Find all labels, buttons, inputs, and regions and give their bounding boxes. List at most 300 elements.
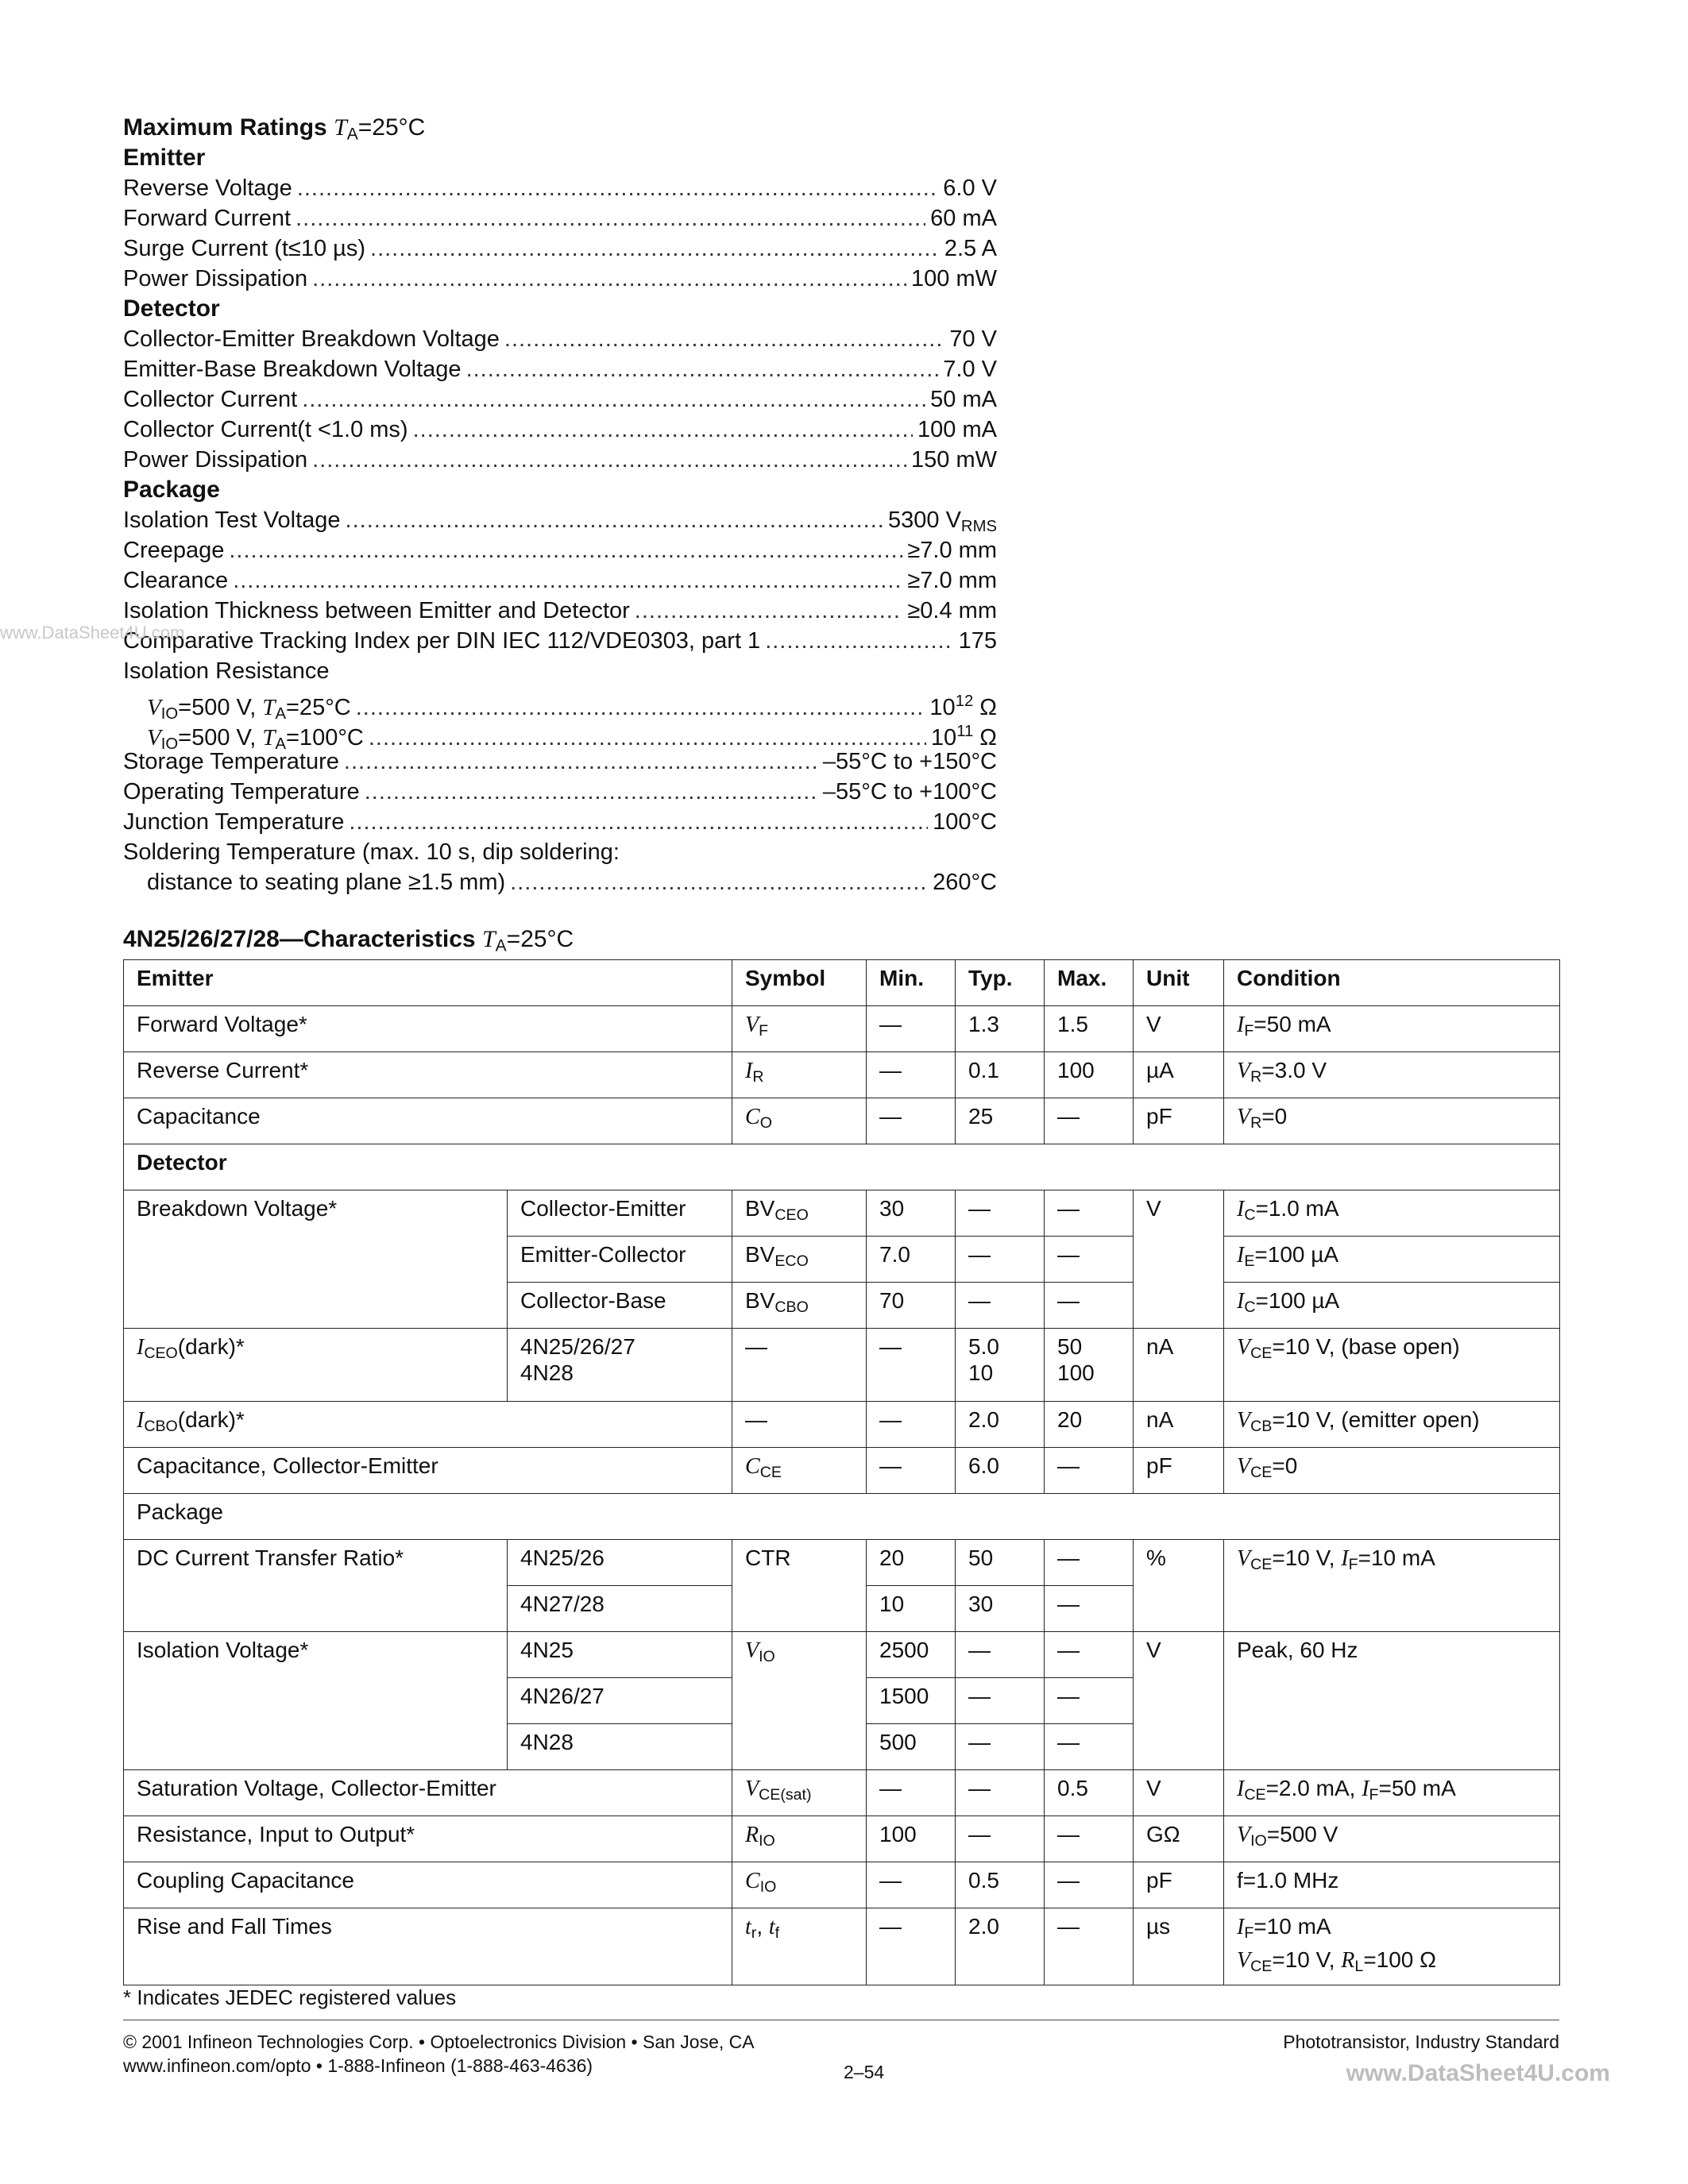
- sym-sub: CEO: [774, 1206, 809, 1224]
- cell-max: —: [1045, 1678, 1134, 1724]
- cell-max: —: [1045, 1724, 1134, 1770]
- cell-subparam: Emitter-Collector: [508, 1237, 732, 1283]
- cell-min: 70: [867, 1283, 956, 1329]
- rating-label: Reverse Voltage: [123, 176, 292, 201]
- table-row: [124, 1816, 1560, 1862]
- sym: V: [1237, 1546, 1251, 1571]
- sym: t: [745, 1915, 751, 1939]
- cell-subparam: 4N28: [508, 1724, 732, 1770]
- sym-sub: IO: [759, 1877, 777, 1896]
- rating-value: 150 mW: [911, 447, 997, 473]
- rating-row: [123, 415, 997, 445]
- cell-min: —: [867, 1006, 956, 1052]
- exponent: 12: [955, 693, 974, 710]
- sym: I: [1362, 1777, 1369, 1801]
- text: =500 V,: [178, 725, 263, 751]
- cond-text: =0: [1272, 1453, 1298, 1478]
- sym-sub: f: [774, 1924, 780, 1942]
- cell-unit: pF: [1134, 1862, 1224, 1908]
- rating-label: Isolation Test Voltage: [123, 507, 341, 533]
- cell-unit: V: [1134, 1006, 1224, 1052]
- ratings-title-text: Maximum Ratings: [123, 114, 327, 141]
- cell-typ: 2.0: [956, 1402, 1045, 1448]
- sym-sub: IO: [160, 735, 179, 754]
- sym-sub: L: [1354, 1957, 1364, 1975]
- cell-max: —: [1045, 1098, 1134, 1144]
- table-row: [124, 1052, 1560, 1098]
- col-header: Unit: [1134, 960, 1224, 1006]
- sym-sub: A: [275, 735, 286, 754]
- section-package: Package: [124, 1494, 1560, 1540]
- cond-text: =50 mA: [1253, 1012, 1331, 1036]
- sym: V: [147, 725, 161, 751]
- sym: I: [137, 1335, 145, 1360]
- sym-sub: E: [1244, 1252, 1255, 1270]
- sym: t: [768, 1915, 775, 1939]
- rating-value: 2.5 A: [944, 236, 997, 261]
- cond-text: =10 V,: [1272, 1545, 1342, 1570]
- sym-sub: CE: [759, 1463, 782, 1481]
- package-heading: Package: [123, 477, 220, 503]
- footer-left: [123, 2030, 755, 2078]
- isolation-test-value: 5300 V: [888, 507, 961, 533]
- cell-min: 10: [867, 1586, 956, 1632]
- sym: V: [745, 1638, 759, 1663]
- cell-min: —: [867, 1770, 956, 1816]
- copyright-line: © 2001 Infineon Technologies Corp. • Optoelectronics Division • San Jose, CA: [123, 2032, 755, 2052]
- sym: I: [1237, 1777, 1245, 1801]
- characteristics-table: [123, 959, 1560, 1985]
- cond-text: =10 V,: [1272, 1947, 1342, 1972]
- cell-typ: —: [956, 1632, 1045, 1678]
- rating-value: 60 mA: [930, 206, 997, 231]
- cell-typ: —: [956, 1678, 1045, 1724]
- rating-row: [123, 747, 997, 777]
- sym-sub: CE: [1250, 1957, 1273, 1975]
- table-row: [124, 1402, 1560, 1448]
- sym: V: [1237, 1105, 1251, 1129]
- unit: Ω: [973, 725, 997, 751]
- cell-symbol: [732, 1862, 867, 1908]
- max-line: 50: [1057, 1334, 1083, 1359]
- max-line: 100: [1057, 1360, 1095, 1385]
- rating-label: Isolation Thickness between Emitter and Detector: [123, 598, 630, 623]
- rating-value: –55°C to +100°C: [822, 779, 997, 805]
- cell-typ: 0.5: [956, 1862, 1045, 1908]
- cell-typ: 6.0: [956, 1448, 1045, 1494]
- cell-cond: [1224, 1816, 1560, 1862]
- sym-sub: F: [759, 1021, 769, 1040]
- cell-symbol: [732, 1448, 867, 1494]
- isolation-resistance-label: Isolation Resistance: [123, 658, 330, 684]
- cell-typ: —: [956, 1724, 1045, 1770]
- cell-max: —: [1045, 1816, 1134, 1862]
- rating-value: 7.0 V: [943, 357, 997, 382]
- maximum-ratings-section: [123, 113, 997, 897]
- sym: I: [1237, 1243, 1245, 1268]
- cell-cond: [1224, 1006, 1560, 1052]
- cell-subparam: 4N25: [508, 1632, 732, 1678]
- characteristics-title: [123, 926, 574, 955]
- cell-min: —: [867, 1908, 956, 1985]
- characteristics-title-text: 4N25/26/27/28—Characteristics: [123, 926, 476, 952]
- rating-label: Emitter-Base Breakdown Voltage: [123, 357, 462, 382]
- rating-label: Operating Temperature: [123, 779, 360, 805]
- cell-min: 7.0: [867, 1237, 956, 1283]
- rating-label: Storage Temperature: [123, 749, 339, 774]
- col-header: Max.: [1045, 960, 1134, 1006]
- cell-unit: pF: [1134, 1448, 1224, 1494]
- cell-cond: [1224, 1283, 1560, 1329]
- table-row: [124, 1190, 1560, 1237]
- cell-cond: [1224, 1190, 1560, 1237]
- cond-text: =50 mA: [1378, 1776, 1456, 1800]
- base: 10: [929, 695, 956, 721]
- table-row: [124, 1540, 1560, 1586]
- cell-unit: V: [1134, 1190, 1224, 1329]
- cell-min: 2500: [867, 1632, 956, 1678]
- col-header: Emitter: [124, 960, 732, 1006]
- cell-cond: f=1.0 MHz: [1224, 1862, 1560, 1908]
- sym-sub: R: [752, 1067, 764, 1086]
- contact-line: www.infineon.com/opto • 1-888-Infineon (1-888-463-4636): [123, 2055, 593, 2076]
- cell-unit: pF: [1134, 1098, 1224, 1144]
- cell-cond: [1224, 1448, 1560, 1494]
- sym: T: [262, 695, 276, 721]
- text: =100°C: [286, 725, 364, 751]
- rating-row: [123, 264, 997, 294]
- table-header-row: [124, 960, 1560, 1006]
- cond: =25°C: [506, 926, 574, 952]
- sym: BV: [745, 1242, 775, 1267]
- cell-min: 100: [867, 1816, 956, 1862]
- sym-sub: O: [759, 1113, 772, 1132]
- cell-typ: 50: [956, 1540, 1045, 1586]
- cell-max: 0.5: [1045, 1770, 1134, 1816]
- soldering-line: Soldering Temperature (max. 10 s, dip soldering:: [123, 839, 620, 865]
- sym-sub: IO: [160, 705, 179, 723]
- cell-max: —: [1045, 1448, 1134, 1494]
- cell-min: 500: [867, 1724, 956, 1770]
- table-row: [124, 1632, 1560, 1678]
- rating-value: 100 mA: [917, 417, 997, 442]
- sym-sub: r: [751, 1924, 757, 1942]
- rating-row: [123, 867, 997, 897]
- rating-label: Comparative Tracking Index per DIN IEC 112/VDE0303, part 1: [123, 628, 761, 654]
- table-row: [124, 1448, 1560, 1494]
- ratings-title-cond: =25°C: [357, 114, 426, 141]
- sym: R: [745, 1823, 759, 1847]
- sym-sub: CE: [1244, 1785, 1266, 1804]
- cond-text: =10 mA: [1358, 1545, 1435, 1570]
- rating-value: 70 V: [949, 326, 997, 352]
- sym: I: [1341, 1546, 1349, 1571]
- rating-row: [123, 505, 997, 535]
- rating-row: [123, 777, 997, 807]
- cell-param: Saturation Voltage, Collector-Emitter: [124, 1770, 732, 1816]
- cell-param: [124, 1329, 508, 1402]
- sym-sub: F: [1369, 1785, 1379, 1804]
- col-header: Min.: [867, 960, 956, 1006]
- rating-row: [123, 686, 997, 723]
- sym-sub: R: [1250, 1113, 1262, 1132]
- text: =500 V,: [178, 695, 263, 721]
- sym-sub: CE(sat): [759, 1785, 812, 1804]
- cell-subparam: 4N25/26: [508, 1540, 732, 1586]
- cell-cond: [1224, 1052, 1560, 1098]
- sym-sub: F: [1244, 1924, 1254, 1942]
- sym-sub: CE: [1250, 1463, 1273, 1481]
- cell-symbol: [732, 1908, 867, 1985]
- cell-param: [124, 1402, 732, 1448]
- sym-sub: CEO: [144, 1344, 178, 1362]
- table-row: [124, 1862, 1560, 1908]
- rating-row: [123, 535, 997, 565]
- rating-label: Creepage: [123, 538, 225, 563]
- sym: I: [1237, 1197, 1245, 1221]
- sym-sub: A: [275, 705, 286, 723]
- cell-max: 1.5: [1045, 1006, 1134, 1052]
- sym: I: [1237, 1289, 1245, 1314]
- section-detector: Detector: [124, 1144, 1560, 1190]
- cond-text: =100 µA: [1254, 1242, 1339, 1267]
- cond-text: =100 Ω: [1363, 1947, 1437, 1972]
- rating-row: [123, 203, 997, 233]
- ratings-title: [123, 113, 997, 143]
- cell-subparam: 4N27/28: [508, 1586, 732, 1632]
- sym-sub: IO: [759, 1831, 775, 1850]
- cell-typ: 30: [956, 1586, 1045, 1632]
- cell-unit: GΩ: [1134, 1816, 1224, 1862]
- sym: V: [1237, 1059, 1251, 1083]
- sym: I: [745, 1059, 753, 1083]
- cell-max: 100: [1045, 1052, 1134, 1098]
- cell-unit: %: [1134, 1540, 1224, 1632]
- cond-line: [1237, 1913, 1547, 1947]
- cell-param: Coupling Capacitance: [124, 1862, 732, 1908]
- cell-param: Breakdown Voltage*: [124, 1190, 508, 1329]
- cell-cond: [1224, 1098, 1560, 1144]
- page-number: 2–54: [844, 2062, 885, 2082]
- sym: BV: [745, 1288, 775, 1313]
- cell-min: —: [867, 1402, 956, 1448]
- cell-typ: 1.3: [956, 1006, 1045, 1052]
- sym-sub: CE: [1250, 1344, 1273, 1362]
- cell-typ: —: [956, 1237, 1045, 1283]
- sym-sub: IO: [1250, 1831, 1267, 1850]
- sym: C: [745, 1105, 760, 1129]
- cell-typ: 25: [956, 1098, 1045, 1144]
- cell-min: 30: [867, 1190, 956, 1237]
- sym-sub: C: [1244, 1298, 1256, 1316]
- cell-min: —: [867, 1098, 956, 1144]
- rating-row: [123, 445, 997, 475]
- cell-symbol: [732, 1006, 867, 1052]
- section-row: [124, 1494, 1560, 1540]
- sym-sub: ECO: [774, 1252, 809, 1270]
- cell-max: —: [1045, 1908, 1134, 1985]
- cell-max: —: [1045, 1283, 1134, 1329]
- cell-param: Capacitance: [124, 1098, 732, 1144]
- sym: V: [1237, 1823, 1251, 1847]
- rating-value: 6.0 V: [943, 176, 997, 201]
- rating-label: Power Dissipation: [123, 266, 308, 291]
- cell-symbol: —: [732, 1329, 867, 1402]
- rating-value: 260°C: [933, 870, 997, 895]
- cond-text: =3.0 V: [1261, 1058, 1327, 1082]
- cell-min: —: [867, 1448, 956, 1494]
- sym-sub: R: [1250, 1067, 1262, 1086]
- section-row: [124, 1144, 1560, 1190]
- ratings-title-sym: T: [334, 114, 347, 141]
- exponent: 11: [956, 723, 974, 740]
- cell-unit: nA: [1134, 1402, 1224, 1448]
- sym: V: [745, 1013, 759, 1037]
- rating-row: [123, 173, 997, 203]
- cell-typ: [956, 1329, 1045, 1402]
- cell-max: —: [1045, 1632, 1134, 1678]
- rating-label: distance to seating plane ≥1.5 mm): [147, 870, 506, 895]
- sym: C: [745, 1454, 760, 1479]
- cell-cond: Peak, 60 Hz: [1224, 1632, 1560, 1770]
- cell-symbol: [732, 1816, 867, 1862]
- sym: I: [1237, 1013, 1245, 1037]
- rating-row: [123, 565, 997, 596]
- rating-value: ≥7.0 mm: [907, 538, 997, 563]
- sym: V: [745, 1777, 759, 1801]
- rating-row: [123, 596, 997, 626]
- cell-cond: [1224, 1908, 1560, 1985]
- typ-line: 10: [968, 1360, 994, 1385]
- footer-right: [1283, 2030, 1559, 2054]
- cell-unit: V: [1134, 1770, 1224, 1816]
- cell-subparam: [508, 1329, 732, 1402]
- sym: BV: [745, 1196, 775, 1221]
- cell-symbol: —: [732, 1402, 867, 1448]
- cell-typ: —: [956, 1770, 1045, 1816]
- cell-cond: [1224, 1329, 1560, 1402]
- cell-param: Reverse Current*: [124, 1052, 732, 1098]
- rating-label: Forward Current: [123, 206, 292, 231]
- cell-cond: [1224, 1237, 1560, 1283]
- subparam-line: 4N28: [520, 1360, 574, 1385]
- rating-row: [123, 384, 997, 415]
- footnote: * Indicates JEDEC registered values: [123, 1985, 457, 2009]
- cell-unit: nA: [1134, 1329, 1224, 1402]
- rating-value: ≥7.0 mm: [907, 568, 997, 593]
- rating-label: Collector Current: [123, 387, 298, 412]
- subparam-line: 4N25/26/27: [520, 1334, 635, 1359]
- cell-max: —: [1045, 1862, 1134, 1908]
- cell-subparam: Collector-Base: [508, 1283, 732, 1329]
- sym-sub: F: [1244, 1021, 1254, 1040]
- cell-unit: V: [1134, 1632, 1224, 1770]
- sym: C: [745, 1869, 760, 1893]
- cond-text: =10 V, (base open): [1272, 1334, 1460, 1359]
- sym-sub: A: [495, 936, 507, 955]
- rating-value: –55°C to +150°C: [822, 749, 997, 774]
- rating-label: Surge Current (t≤10 µs): [123, 236, 366, 261]
- cell-symbol: CTR: [732, 1540, 867, 1632]
- sym-sub: F: [1348, 1555, 1358, 1573]
- cell-typ: 2.0: [956, 1908, 1045, 1985]
- text: =25°C: [286, 695, 351, 721]
- base: 10: [930, 725, 957, 751]
- rating-row: [123, 324, 997, 354]
- cond-text: =2.0 mA,: [1265, 1776, 1362, 1800]
- sym: V: [1237, 1947, 1251, 1973]
- sym: V: [147, 695, 161, 721]
- cond-text: =1.0 mA: [1255, 1196, 1339, 1221]
- cell-symbol: [732, 1237, 867, 1283]
- sym-sub: CE: [1250, 1555, 1273, 1573]
- rating-row: [123, 354, 997, 384]
- cell-cond: [1224, 1770, 1560, 1816]
- cond-text: =100 µA: [1255, 1288, 1340, 1313]
- cell-param: Resistance, Input to Output*: [124, 1816, 732, 1862]
- sym-sub: C: [1244, 1206, 1256, 1224]
- cell-typ: —: [956, 1283, 1045, 1329]
- sym: V: [1237, 1335, 1251, 1360]
- cond-text: =10 V, (emitter open): [1272, 1407, 1480, 1432]
- cond-text: =500 V: [1266, 1822, 1338, 1846]
- cell-symbol: [732, 1190, 867, 1237]
- sym-sub: CBO: [774, 1298, 809, 1316]
- rating-row: [123, 807, 997, 837]
- product-line: Phototransistor, Industry Standard: [1283, 2032, 1559, 2052]
- sym-sub: CB: [1250, 1417, 1273, 1435]
- param-text: (dark)*: [177, 1407, 245, 1432]
- cell-param: Rise and Fall Times: [124, 1908, 732, 1985]
- rating-value: 100°C: [933, 809, 997, 835]
- sym: V: [1237, 1408, 1251, 1433]
- unit: Ω: [973, 695, 997, 721]
- rms-sub: RMS: [960, 518, 997, 536]
- rating-label: Junction Temperature: [123, 809, 345, 835]
- cell-typ: 0.1: [956, 1052, 1045, 1098]
- sym: R: [1341, 1947, 1355, 1973]
- rating-value: 175: [958, 628, 997, 654]
- cond-text: =10 mA: [1253, 1914, 1331, 1939]
- cell-unit: µA: [1134, 1052, 1224, 1098]
- sym: I: [137, 1408, 145, 1433]
- emitter-heading: Emitter: [123, 145, 206, 171]
- cell-unit: µs: [1134, 1908, 1224, 1985]
- cell-param: Isolation Voltage*: [124, 1632, 508, 1770]
- cell-symbol: [732, 1098, 867, 1144]
- table-row: [124, 1770, 1560, 1816]
- cell-typ: —: [956, 1816, 1045, 1862]
- table-row: [124, 1098, 1560, 1144]
- table-row: [124, 1329, 1560, 1402]
- param-text: (dark)*: [177, 1334, 245, 1359]
- cond-text: =0: [1261, 1104, 1288, 1129]
- sym: I: [1237, 1915, 1245, 1939]
- cell-min: 1500: [867, 1678, 956, 1724]
- cell-subparam: 4N26/27: [508, 1678, 732, 1724]
- sep: ,: [756, 1914, 769, 1939]
- rating-value: 100 mW: [911, 266, 997, 291]
- cell-symbol: [732, 1283, 867, 1329]
- sym: V: [1237, 1454, 1251, 1479]
- cell-symbol: [732, 1632, 867, 1770]
- cell-param: DC Current Transfer Ratio*: [124, 1540, 508, 1632]
- watermark: www.DataSheet4U.com: [1346, 2060, 1610, 2086]
- ratings-title-sub: A: [346, 125, 358, 144]
- typ-line: 5.0: [968, 1334, 999, 1359]
- rating-label: Clearance: [123, 568, 229, 593]
- table-row: [124, 1006, 1560, 1052]
